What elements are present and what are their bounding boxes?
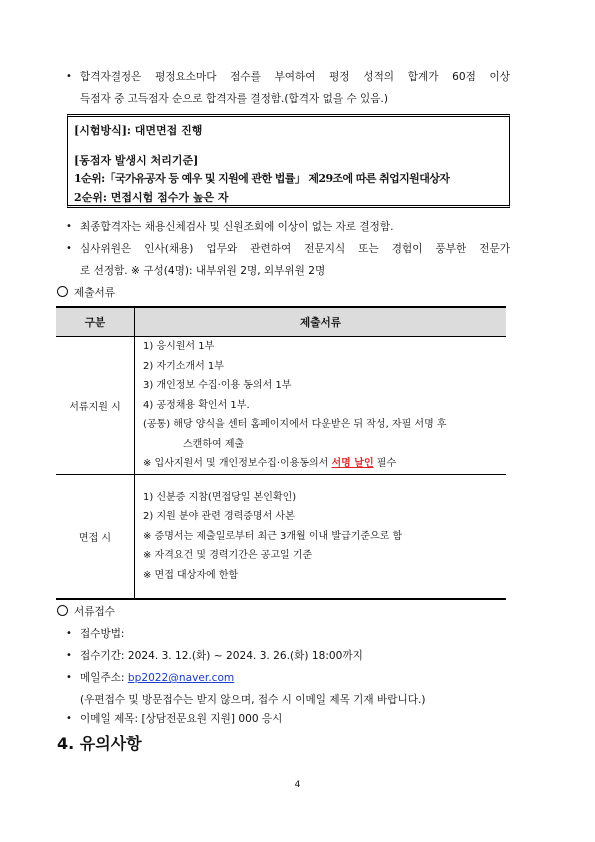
circle-icon xyxy=(57,286,68,297)
list-item: 3) 개인정보 수집·이용 동의서 1부 xyxy=(143,380,292,392)
reviewer-line1: 심사위원은 인사(채용) 업무와 관련하여 전문지식 또는 경험이 풍부한 전문가 xyxy=(80,243,510,255)
list-item: 2) 자기소개서 1부 xyxy=(143,360,224,372)
bullet-dot: • xyxy=(66,243,72,254)
reviewer-line2: 로 선정함. ※ 구성(4명): 내부위원 2명, 외부위원 2명 xyxy=(80,265,326,277)
pass-decision-line2: 득점자 중 고득점자 순으로 합격자를 결정함.(합격자 없을 수 있음.) xyxy=(80,93,389,105)
email-subject: 이메일 제목: [상담전문요원 지원] 000 응시 xyxy=(80,713,283,725)
tie-criteria-title: [동점자 발생시 처리기준] xyxy=(74,154,199,167)
final-pass-text: 최종합격자는 채용신체검사 및 신원조회에 이상이 없는 자로 결정함. xyxy=(80,221,394,233)
bullet-dot: • xyxy=(66,713,72,724)
receipt-method: 접수방법: xyxy=(80,628,125,640)
list-item: ※ 면접 대상자에 한함 xyxy=(143,569,239,581)
list-item: (공통) 해당 양식을 센터 홈페이지에서 다운받은 뒤 작성, 자필 서명 후 xyxy=(143,419,447,431)
bullet-dot: • xyxy=(66,650,72,661)
page-number: 4 xyxy=(294,780,301,790)
table-row xyxy=(56,475,506,599)
documents-table xyxy=(56,306,506,600)
list-item: ※ 증명서는 제출일로부터 최근 3개월 이내 발급기준으로 함 xyxy=(143,530,403,542)
signature-required-text: 서명 날인 xyxy=(331,458,374,470)
tie-rank2: 2순위: 면접시험 점수가 높은 자 xyxy=(74,191,229,204)
receipt-email-line: 메일주소: bp2022@naver.com xyxy=(80,672,235,684)
bullet-dot: • xyxy=(66,221,72,232)
receipt-note: (우편접수 및 방문접수는 받지 않으며, 접수 시 이메일 제목 기재 바랍니다.) xyxy=(80,694,426,706)
section-docs: 제출서류 xyxy=(57,285,115,300)
bullet-dot: • xyxy=(66,71,72,82)
list-item: 1) 신분증 지참(면접당일 본인확인) xyxy=(143,491,297,503)
bullet-dot: • xyxy=(66,628,72,639)
table-row xyxy=(56,337,506,475)
list-item: 1) 응시원서 1부 xyxy=(143,341,215,353)
list-item: 2) 지원 분야 관련 경력증명서 사본 xyxy=(143,511,295,522)
section-receipt: 서류접수 xyxy=(57,604,115,619)
list-item: 4) 공정채용 확인서 1부. xyxy=(143,399,250,411)
row-label-interview: 면접 시 xyxy=(56,475,135,599)
exam-method: [시험방식]: 대면면접 진행 xyxy=(74,124,203,137)
row-label-application: 서류지원 시 xyxy=(56,337,135,475)
list-item: 스캔하여 제출 xyxy=(183,438,245,450)
pass-decision-line1: 합격자결정은 평정요소마다 점수를 부여하여 평정 성적의 합계가 60점 이상 xyxy=(80,71,510,83)
receipt-period: 접수기간: 2024. 3. 12.(화) ~ 2024. 3. 26.(화) 18:00까지 xyxy=(80,650,363,662)
section-heading-cautions: 4. 유의사항 xyxy=(57,734,142,753)
exam-criteria-box xyxy=(67,114,510,208)
email-link[interactable]: bp2022@naver.com xyxy=(127,672,235,684)
table-header-category: 구분 xyxy=(56,307,135,337)
bullet-dot: • xyxy=(66,672,72,683)
list-item-note: ※ 입사지원서 및 개인정보수집·이용동의서 서명 날인 필수 xyxy=(143,458,397,470)
list-item: ※ 자격요건 및 경력기간은 공고일 기준 xyxy=(143,550,313,561)
circle-icon xyxy=(57,605,68,616)
tie-rank1: 1순위:「국가유공자 등 예우 및 지원에 관한 법률」 제29조에 따른 취업지원대상자 xyxy=(74,172,450,185)
table-header-documents: 제출서류 xyxy=(135,307,507,337)
